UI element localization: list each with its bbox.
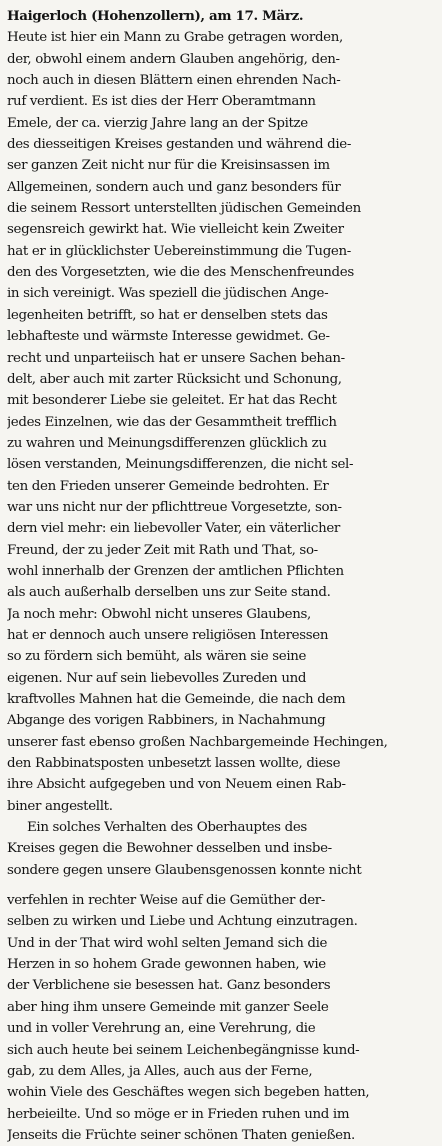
text-line: Und in der That wird wohl selten Jemand sich die	[7, 935, 328, 951]
text-line: lösen verstanden, Meinungsdifferenzen, die nicht sel-	[7, 457, 354, 473]
text-line: ihre Absicht aufgegeben und von Neuem einen Rab-	[7, 777, 346, 793]
article-paragraph-3	[7, 890, 435, 1146]
text-line: Heute ist hier ein Mann zu Grabe getragen worden,	[7, 30, 343, 46]
text-line: legenheiten betrifft, so hat er denselben stets das	[7, 307, 328, 323]
text-line: recht und unparteiisch hat er unsere Sachen behan-	[7, 350, 345, 366]
text-line: sich auch heute bei seinem Leichenbegängnisse kund-	[7, 1042, 360, 1058]
text-line: wohin Viele des Geschäftes wegen sich begeben hatten,	[7, 1085, 370, 1101]
text-line: noch auch in diesen Blättern einen ehrenden Nach-	[7, 73, 341, 89]
text-line: dern viel mehr: ein liebevoller Vater, ein väterlicher	[7, 521, 340, 537]
text-line: unserer fast ebenso großen Nachbargemeinde Hechingen,	[7, 734, 388, 750]
text-line: mit besonderer Liebe sie geleitet. Er hat das Recht	[7, 393, 337, 409]
text-line: Ein solches Verhalten des Oberhauptes des	[27, 820, 307, 836]
text-line: verfehlen in rechter Weise auf die Gemüther der-	[7, 893, 325, 909]
text-line: Emele, der ca. vierzig Jahre lang an der Spitze	[7, 115, 308, 131]
text-line: herbeieilte. Und so möge er in Frieden ruhen und im	[7, 1106, 350, 1122]
text-line: des diesseitigen Kreises gestanden und während die-	[7, 137, 352, 153]
text-line: als auch außerhalb derselben uns zur Seite stand.	[7, 585, 331, 601]
text-line: jedes Einzelnen, wie das der Gesammtheit trefflich	[7, 414, 337, 430]
text-line: kraftvolles Mahnen hat die Gemeinde, die nach dem	[7, 692, 346, 707]
text-line: Allgemeinen, sondern auch und ganz besonders für	[7, 179, 341, 195]
text-line: gab, zu dem Alles, ja Alles, auch aus der Ferne,	[7, 1063, 313, 1079]
text-line: war uns nicht nur der pflichttreue Vorgesetzte, son-	[7, 499, 342, 515]
text-line: der, obwohl einem andern Glauben angehörig, den-	[7, 51, 340, 67]
text-line: in sich vereinigt. Was speziell die jüdischen Ange-	[7, 286, 329, 302]
text-line: Ja noch mehr: Obwohl nicht unseres Glaubens,	[7, 606, 311, 622]
text-line: segensreich gewirkt hat. Wie vielleicht kein Zweiter	[7, 222, 344, 238]
text-line: Freund, der zu jeder Zeit mit Rath und That, so-	[7, 542, 318, 558]
column-gap	[7, 881, 435, 890]
article-paragraph-2	[7, 817, 435, 881]
text-line: Herzen in so hohem Grade gewonnen haben, wie	[7, 957, 326, 973]
text-line: Haigerloch (Hohenzollern), am 17. März.	[7, 8, 304, 24]
text-line: selben zu wirken und Liebe und Achtung einzutragen.	[7, 914, 358, 930]
text-line: biner angestellt.	[7, 798, 113, 814]
text-line: hat er dennoch auch unsere religiösen Interessen	[7, 627, 329, 643]
text-line: lebhafteste und wärmste Interesse gewidmet. Ge-	[7, 329, 330, 345]
text-line: zu wahren und Meinungsdifferenzen glücklich zu	[7, 435, 327, 451]
text-line: hat er in glücklichster Uebereinstimmung die Tugen-	[7, 243, 351, 259]
text-line: die seinem Ressort unterstellten jüdischen Gemeinden	[7, 201, 361, 217]
text-line: und in voller Verehrung an, eine Verehrung, die	[7, 1021, 316, 1037]
text-line: Kreises gegen die Bewohner desselben und insbe-	[7, 841, 332, 857]
text-line: aber hing ihm unsere Gemeinde mit ganzer Seele	[7, 999, 329, 1015]
text-line: delt, aber auch mit zarter Rücksicht und Schonung,	[7, 371, 342, 387]
text-line: so zu fördern sich bemüht, als wären sie seine	[7, 649, 307, 665]
text-line: Abgange des vorigen Rabbiners, in Nachahmung	[7, 713, 326, 729]
text-line: Jenseits die Früchte seiner schönen Thaten genießen.	[7, 1127, 355, 1143]
text-line: ten den Frieden unserer Gemeinde bedrohten. Er	[7, 478, 329, 494]
text-line: wohl innerhalb der Grenzen der amtlichen Pflichten	[7, 563, 344, 579]
article-paragraph-1	[7, 6, 435, 817]
text-line: sondere gegen unsere Glaubensgenossen konnte nicht	[7, 862, 362, 878]
text-line: den Rabbinatsposten unbesetzt lassen wollte, diese	[7, 756, 341, 772]
text-line: eigenen. Nur auf sein liebevolles Zureden und	[7, 670, 307, 686]
text-line: ser ganzen Zeit nicht nur für die Kreisinsassen im	[7, 158, 330, 174]
text-line: den des Vorgesetzten, wie die des Menschenfreundes	[7, 265, 354, 281]
text-line: der Verblichene sie besessen hat. Ganz besonders	[7, 978, 331, 994]
text-line: ruf verdient. Es ist dies der Herr Oberamtmann	[7, 94, 316, 110]
